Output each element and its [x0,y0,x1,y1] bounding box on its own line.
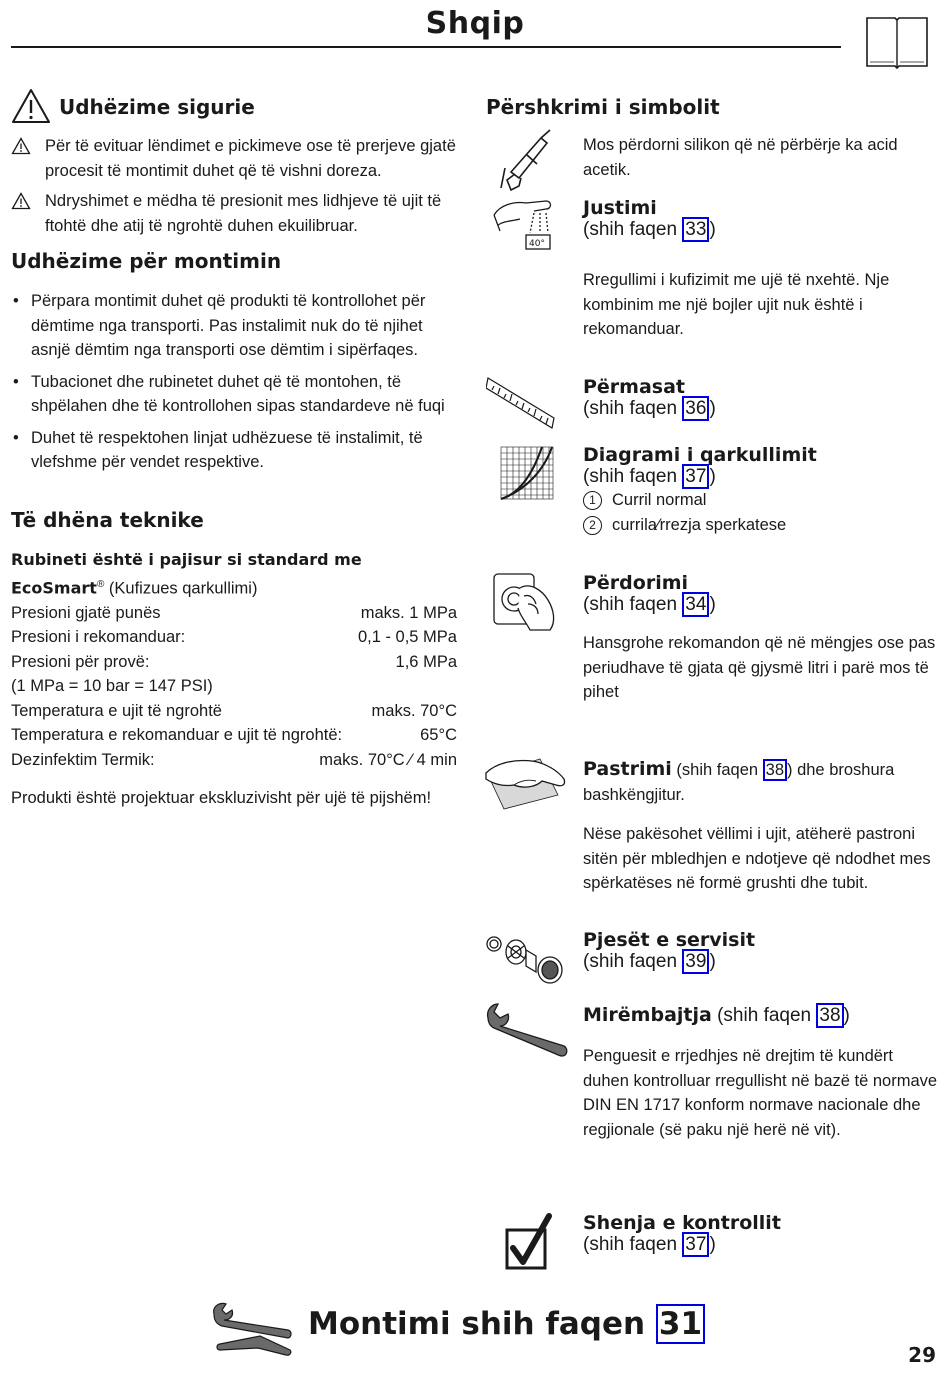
page-link-34[interactable]: 34 [682,592,709,617]
warning-triangle-large-icon [11,88,51,124]
safety-item [11,189,461,238]
perdorimi-block [583,572,716,616]
mirembajtja-block [583,1004,850,1027]
shenja-block [583,1212,781,1256]
page-link-38[interactable]: 38 [763,759,787,781]
perdorimi-text: Hansgrohe rekomandon që në mëngjes ose pas periudhave të gjata që gjysmë litri i parë mos të pihet [583,634,936,701]
mirembajtja-title: Mirëmbajtja [583,1004,712,1026]
see-page-text: (shih faqen [583,1234,683,1255]
tech-value: maks. 70°C ⁄ 4 min [319,750,457,769]
checkmark-box-icon [505,1212,553,1270]
number-circle: 2 [583,516,602,535]
cleaning-cloth-icon [484,755,568,811]
diagram-item-label: Curril normal [612,491,707,509]
perdorimi-title: Përdorimi [583,572,689,594]
service-parts-icon [484,928,570,988]
page-title: Shqip [425,6,525,41]
ref-close: ) [709,398,716,419]
ref-close: ) [843,1005,850,1026]
technical-block [11,548,457,811]
tech-value: 0,1 - 0,5 MPa [357,628,457,646]
technical-subheading: Rubineti është i pajisur si standard me [11,550,362,569]
diagrami-block [583,444,817,537]
shenja-title: Shenja e kontrollit [583,1212,781,1234]
pastrimi-suffix: ) dhe broshura bashkëngjitur. [583,761,895,804]
flow-diagram-icon [498,444,556,502]
technical-heading: Të dhëna teknike [11,508,204,532]
safety-heading: Udhëzime sigurie [59,95,255,119]
safety-list [11,134,461,238]
list-item: • Duhet të respektohen linjat udhëzuese të instalimit, të vlefshme për vendet respektive. [11,426,461,475]
temperature-adjust-icon [490,195,560,255]
wrench-icon [484,1000,570,1060]
see-page-text: (shih faqen [583,594,683,615]
ecosmart-desc: (Kufizues qarkullimi) [104,579,258,597]
tech-value: 1,6 MPa [395,652,457,671]
ref-close: ) [709,219,716,240]
page-link-37[interactable]: 37 [682,1232,709,1257]
mirembajtja-line [583,1004,850,1027]
pjeset-title: Pjesët e servisit [583,929,756,951]
pastrimi-block [583,757,943,807]
diagram-item-label: currila⁄rrezja sperkatese [612,515,787,534]
mounting-list [11,289,461,482]
diagram-item [583,513,817,538]
justimi-block [583,197,716,241]
tech-label: Dezinfektim Termik: [11,750,155,769]
diagrami-title: Diagrami i qarkullimit [583,444,817,466]
ref-close: ) [709,594,716,615]
pastrimi-line [583,757,943,807]
safety-item-text: Ndryshimet e mëdha të presionit mes lidhjeve të ujit të ftohtë dhe atij të ngrohtë duhen ekuilibruar. [45,192,442,235]
tech-label: Presioni gjatë punës [11,603,161,622]
tech-row [11,699,457,724]
diagram-item [583,488,817,513]
see-page-text: (shih faqen [583,219,683,240]
list-item: • Tubacionet dhe rubinetet duhet që të montohen, të shpëlahen dhe të kontrollohen sipas standardeve në fuqi [11,370,461,419]
ecosmart-registered: ® [96,578,105,590]
book-icon [864,14,930,70]
tech-label: Temperatura e rekomanduar e ujit të ngrohtë: [11,726,343,744]
tech-row [11,625,457,650]
tech-label: Temperatura e ujit të ngrohtë [11,701,222,720]
permasat-block [583,376,716,420]
page-link-36[interactable]: 36 [682,396,709,421]
shenja-ref [583,1234,781,1256]
footer-text: Montimi shih faqen [308,1306,656,1342]
safety-item [11,134,461,183]
pressure-conversion: (1 MPa = 10 bar = 147 PSI) [11,677,213,695]
tech-row [11,650,457,675]
page-link-37[interactable]: 37 [682,464,709,489]
perdorimi-ref [583,594,716,616]
see-page-text: (shih faqen [671,761,763,779]
display-temp: 40° [529,239,545,249]
pastrimi-text: Nëse pakësohet vëllimi i ujit, atëherë pastroni sitën për mbledhjen e ndotjeve që ndodhet mes spërkatëses në formë grushti dhe tubit. [583,825,931,892]
mounting-heading: Udhëzime për montimin [11,249,282,273]
justimi-title: Justimi [583,197,657,219]
ref-close: ) [709,1234,716,1255]
tech-row [11,601,457,626]
technical-note: Produkti është projektuar ekskluzivisht për ujë të pijshëm! [11,789,432,807]
tech-row [11,748,457,773]
warning-triangle-icon [11,189,45,210]
tech-label: Presioni i rekomanduar: [11,628,186,646]
number-circle: 1 [583,491,602,510]
pastrimi-title: Pastrimi [583,758,672,780]
symbols-heading: Përshkrimi i simbolit [486,95,720,119]
ref-close: ) [709,466,716,487]
tech-row [11,723,457,748]
footer-mounting-ref [308,1306,705,1342]
silicone-gun-icon [497,128,553,192]
tech-value: 65°C [420,726,457,744]
page-link-38[interactable]: 38 [816,1003,843,1028]
justimi-text: Rregullimi i kufizimit me ujë të nxehtë. Nje kombinim me një bojler ujit nuk është i rekomanduar. [583,271,890,338]
ecosmart-brand: EcoSmart [11,578,97,597]
page-link-31[interactable]: 31 [656,1304,705,1344]
mirembajtja-text: Penguesit e rrjedhjes në drejtim të kundërt duhen kontrolluar rregullisht në bazë të normave DIN EN 1717 konform normave nacionale dhe regjionale (së paku një herë në vit). [583,1047,938,1139]
justimi-ref [583,219,716,241]
ref-close: ) [709,951,716,972]
tools-icon [210,1300,292,1360]
page-link-33[interactable]: 33 [682,217,709,242]
page-number: 29 [908,1343,936,1367]
pjeset-ref [583,951,755,973]
tech-value: maks. 70°C [371,701,457,720]
page-link-39[interactable]: 39 [682,949,709,974]
permasat-title: Përmasat [583,376,686,398]
header-rule [11,46,841,48]
permasat-ref [583,398,716,420]
warning-triangle-icon [11,134,45,155]
tech-value: maks. 1 MPa [360,603,457,622]
see-page-text: (shih faqen [711,1005,817,1026]
hand-knob-icon [490,572,560,632]
diagrami-ref [583,466,817,488]
ecosmart-line [11,573,457,601]
see-page-text: (shih faqen [583,951,683,972]
silicone-text: Mos përdorni silikon që në përbërje ka acid acetik. [583,136,898,179]
ruler-icon [486,372,556,432]
list-item: • Përpara montimit duhet që produkti të kontrollohet për dëmtime nga transporti. Pas instalimit nuk do të njihet asnjë dëmtim nga transporti ose dëmtim i sipërfaqes. [11,289,461,363]
pjeset-block [583,929,755,973]
see-page-text: (shih faqen [583,466,683,487]
tech-label: Presioni për provë: [11,652,150,671]
safety-item-text: Për të evituar lëndimet e pickimeve ose të prerjeve gjatë procesit të montimit duhet që të vishni doreza. [45,137,456,180]
see-page-text: (shih faqen [583,398,683,419]
